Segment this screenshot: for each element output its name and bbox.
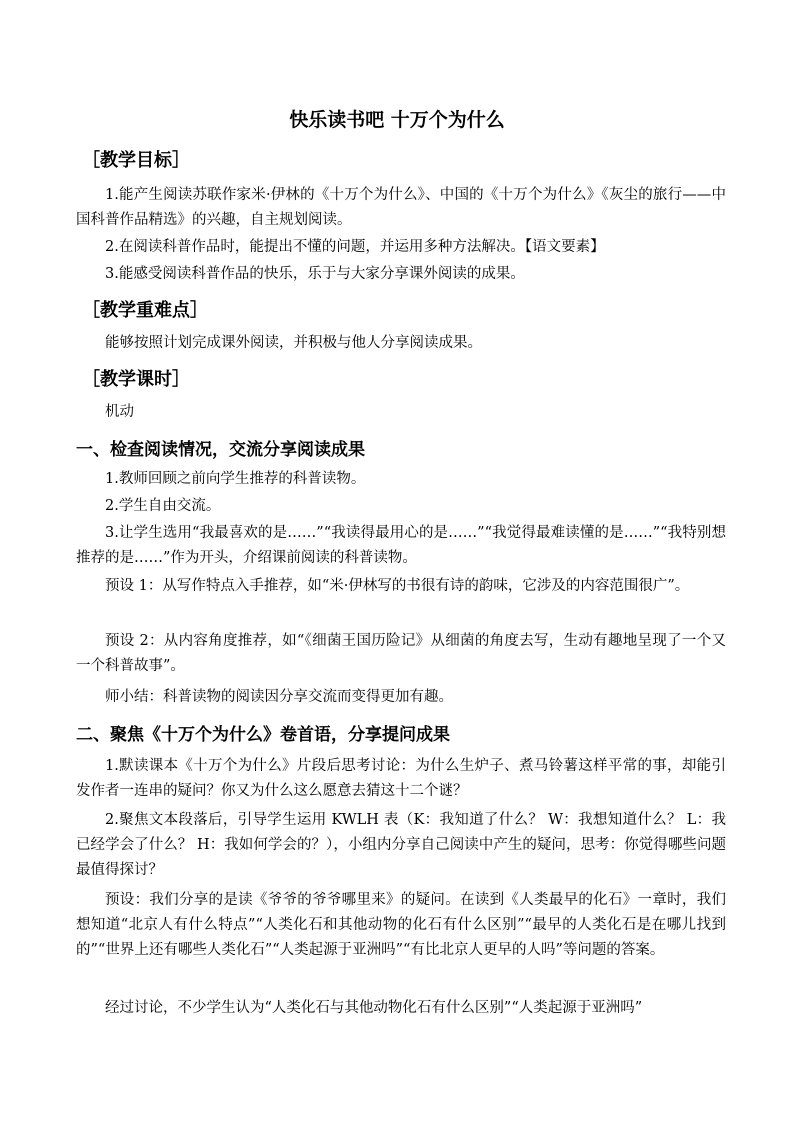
part2-paragraph-3: 预设：我们分享的是读《爷爷的爷爷哪里来》的疑问。在读到《人类最早的化石》一章时，我们想知道“北京人有什么特点”“人类化石和其他动物的化石有什么区别”“最早的人类化石是在哪儿找到的”“世界上还有哪些人类化石”“人类起源于亚洲吗”“有比北京人更早的人吗”等问题的答案。 — [76, 892, 726, 958]
part1-paragraph-2: 2.学生自由交流。 — [105, 498, 221, 514]
page-title: 快乐读书吧 十万个为什么 — [289, 109, 505, 131]
key-points-heading: ［教学重难点］ — [82, 300, 208, 321]
part1-paragraph-5: 预设 2：从内容角度推荐，如“《细菌王国历险记》从细菌的角度去写，生动有趣地呈现了一个又一个科普故事”。 — [76, 633, 726, 674]
part2-heading: 二、聚焦《十万个为什么》卷首语，分享提问成果 — [76, 725, 450, 745]
part2-paragraph-2: 2.聚焦文本段落后，引导学生运用 KWLH 表（K：我知道了什么？ W：我想知道什么？ L：我已经学会了什么？ H：我如何学会的？），小组内分享自己阅读中产生的疑问，思考：你觉得哪些问题最值得探讨？ — [76, 812, 726, 878]
class-hours-heading: ［教学课时］ — [82, 369, 190, 390]
part2-paragraph-1: 1.默读课本《十万个为什么》片段后思考讨论：为什么生炉子、煮马铃薯这样平常的事，却能引发作者一连串的疑问？你又为什么这么愿意去猜这十二个谜？ — [76, 758, 726, 799]
goals-heading: ［教学目标］ — [82, 150, 190, 171]
goal-paragraph-1: 1.能产生阅读苏联作家米·伊林的《十万个为什么》、中国的《十万个为什么》《灰尘的旅行——中国科普作品精选》的兴趣，自主规划阅读。 — [76, 187, 726, 228]
key-points-text: 能够按照计划完成课外阅读，并积极与他人分享阅读成果。 — [105, 335, 482, 351]
class-hours-text: 机动 — [105, 404, 134, 420]
part1-summary: 师小结：科普读物的阅读因分享交流而变得更加有趣。 — [105, 689, 453, 705]
part2-paragraph-4: 经过讨论，不少学生认为“人类化石与其他动物化石有什么区别”“人类起源于亚洲吗” — [105, 1000, 643, 1016]
goal-paragraph-3: 3.能感受阅读科普作品的快乐，乐于与大家分享课外阅读的成果。 — [105, 266, 525, 282]
goal-paragraph-2: 2.在阅读科普作品时，能提出不懂的问题，并运用多种方法解决。【语文要素】 — [105, 239, 605, 255]
part1-paragraph-4: 预设 1：从写作特点入手推荐，如“米·伊林写的书很有诗的韵味，它涉及的内容范围很广”。 — [105, 578, 690, 594]
part1-paragraph-3: 3.让学生选用“我最喜欢的是……”“我读得最用心的是……”“我觉得最难读懂的是……”“我特别想推荐的是……”作为开头，介绍课前阅读的科普读物。 — [76, 525, 726, 566]
part1-heading: 一、检查阅读情况，交流分享阅读成果 — [76, 440, 365, 460]
part1-paragraph-1: 1.教师回顾之前向学生推荐的科普读物。 — [105, 471, 366, 487]
